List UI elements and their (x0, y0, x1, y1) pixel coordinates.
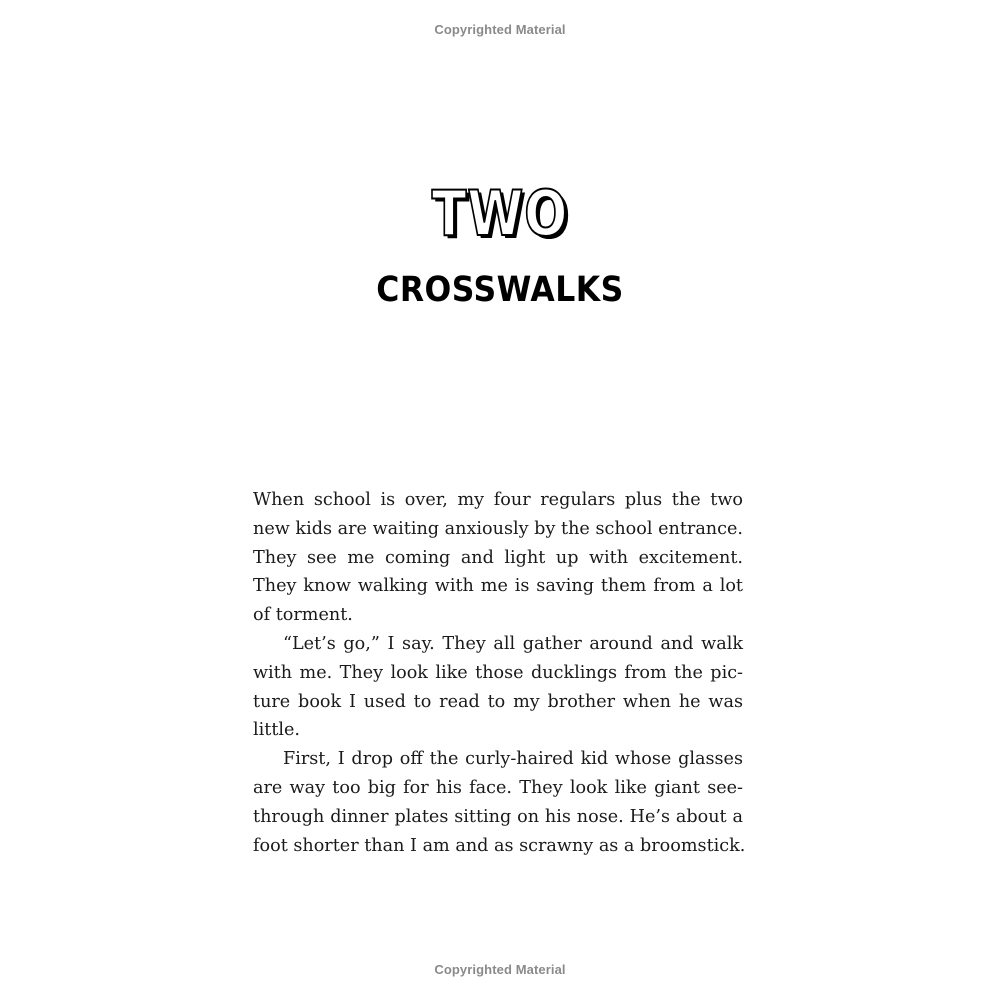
text-line: are way too big for his face. They look like giant see- (253, 777, 743, 798)
text-line: First, I drop off the curly-haired kid whose glasses (283, 749, 743, 770)
text-line: little. (253, 720, 301, 741)
text-line: They know walking with me is saving them from a lot (253, 576, 743, 597)
text-line: foot shorter than I am and as scrawny as a broomstick. (253, 835, 746, 856)
text-line: When school is over, my four regulars plus the two (253, 490, 743, 510)
chapter-title: CROSSWALKS (376, 270, 624, 310)
text-line: of torment. (253, 605, 353, 626)
text-line: ture book I used to read to my brother when he was (253, 691, 743, 712)
chapter-body (253, 486, 746, 860)
text-line: with me. They look like those ducklings from the pic- (253, 662, 743, 683)
copyright-watermark-bottom: Copyrighted Material (434, 962, 566, 977)
paragraph-3 (253, 745, 746, 860)
text-line: They see me coming and light up with excitement. (253, 547, 743, 568)
copyright-watermark-top: Copyrighted Material (434, 22, 566, 37)
text-line: through dinner plates sitting on his nose. He’s about a (253, 806, 743, 827)
paragraph-2 (253, 630, 743, 745)
chapter-number: TWO (431, 177, 569, 250)
text-line: new kids are waiting anxiously by the school entrance. (253, 518, 743, 539)
paragraph-1 (253, 486, 743, 630)
text-line: “Let’s go,” I say. They all gather around and walk (283, 633, 743, 654)
